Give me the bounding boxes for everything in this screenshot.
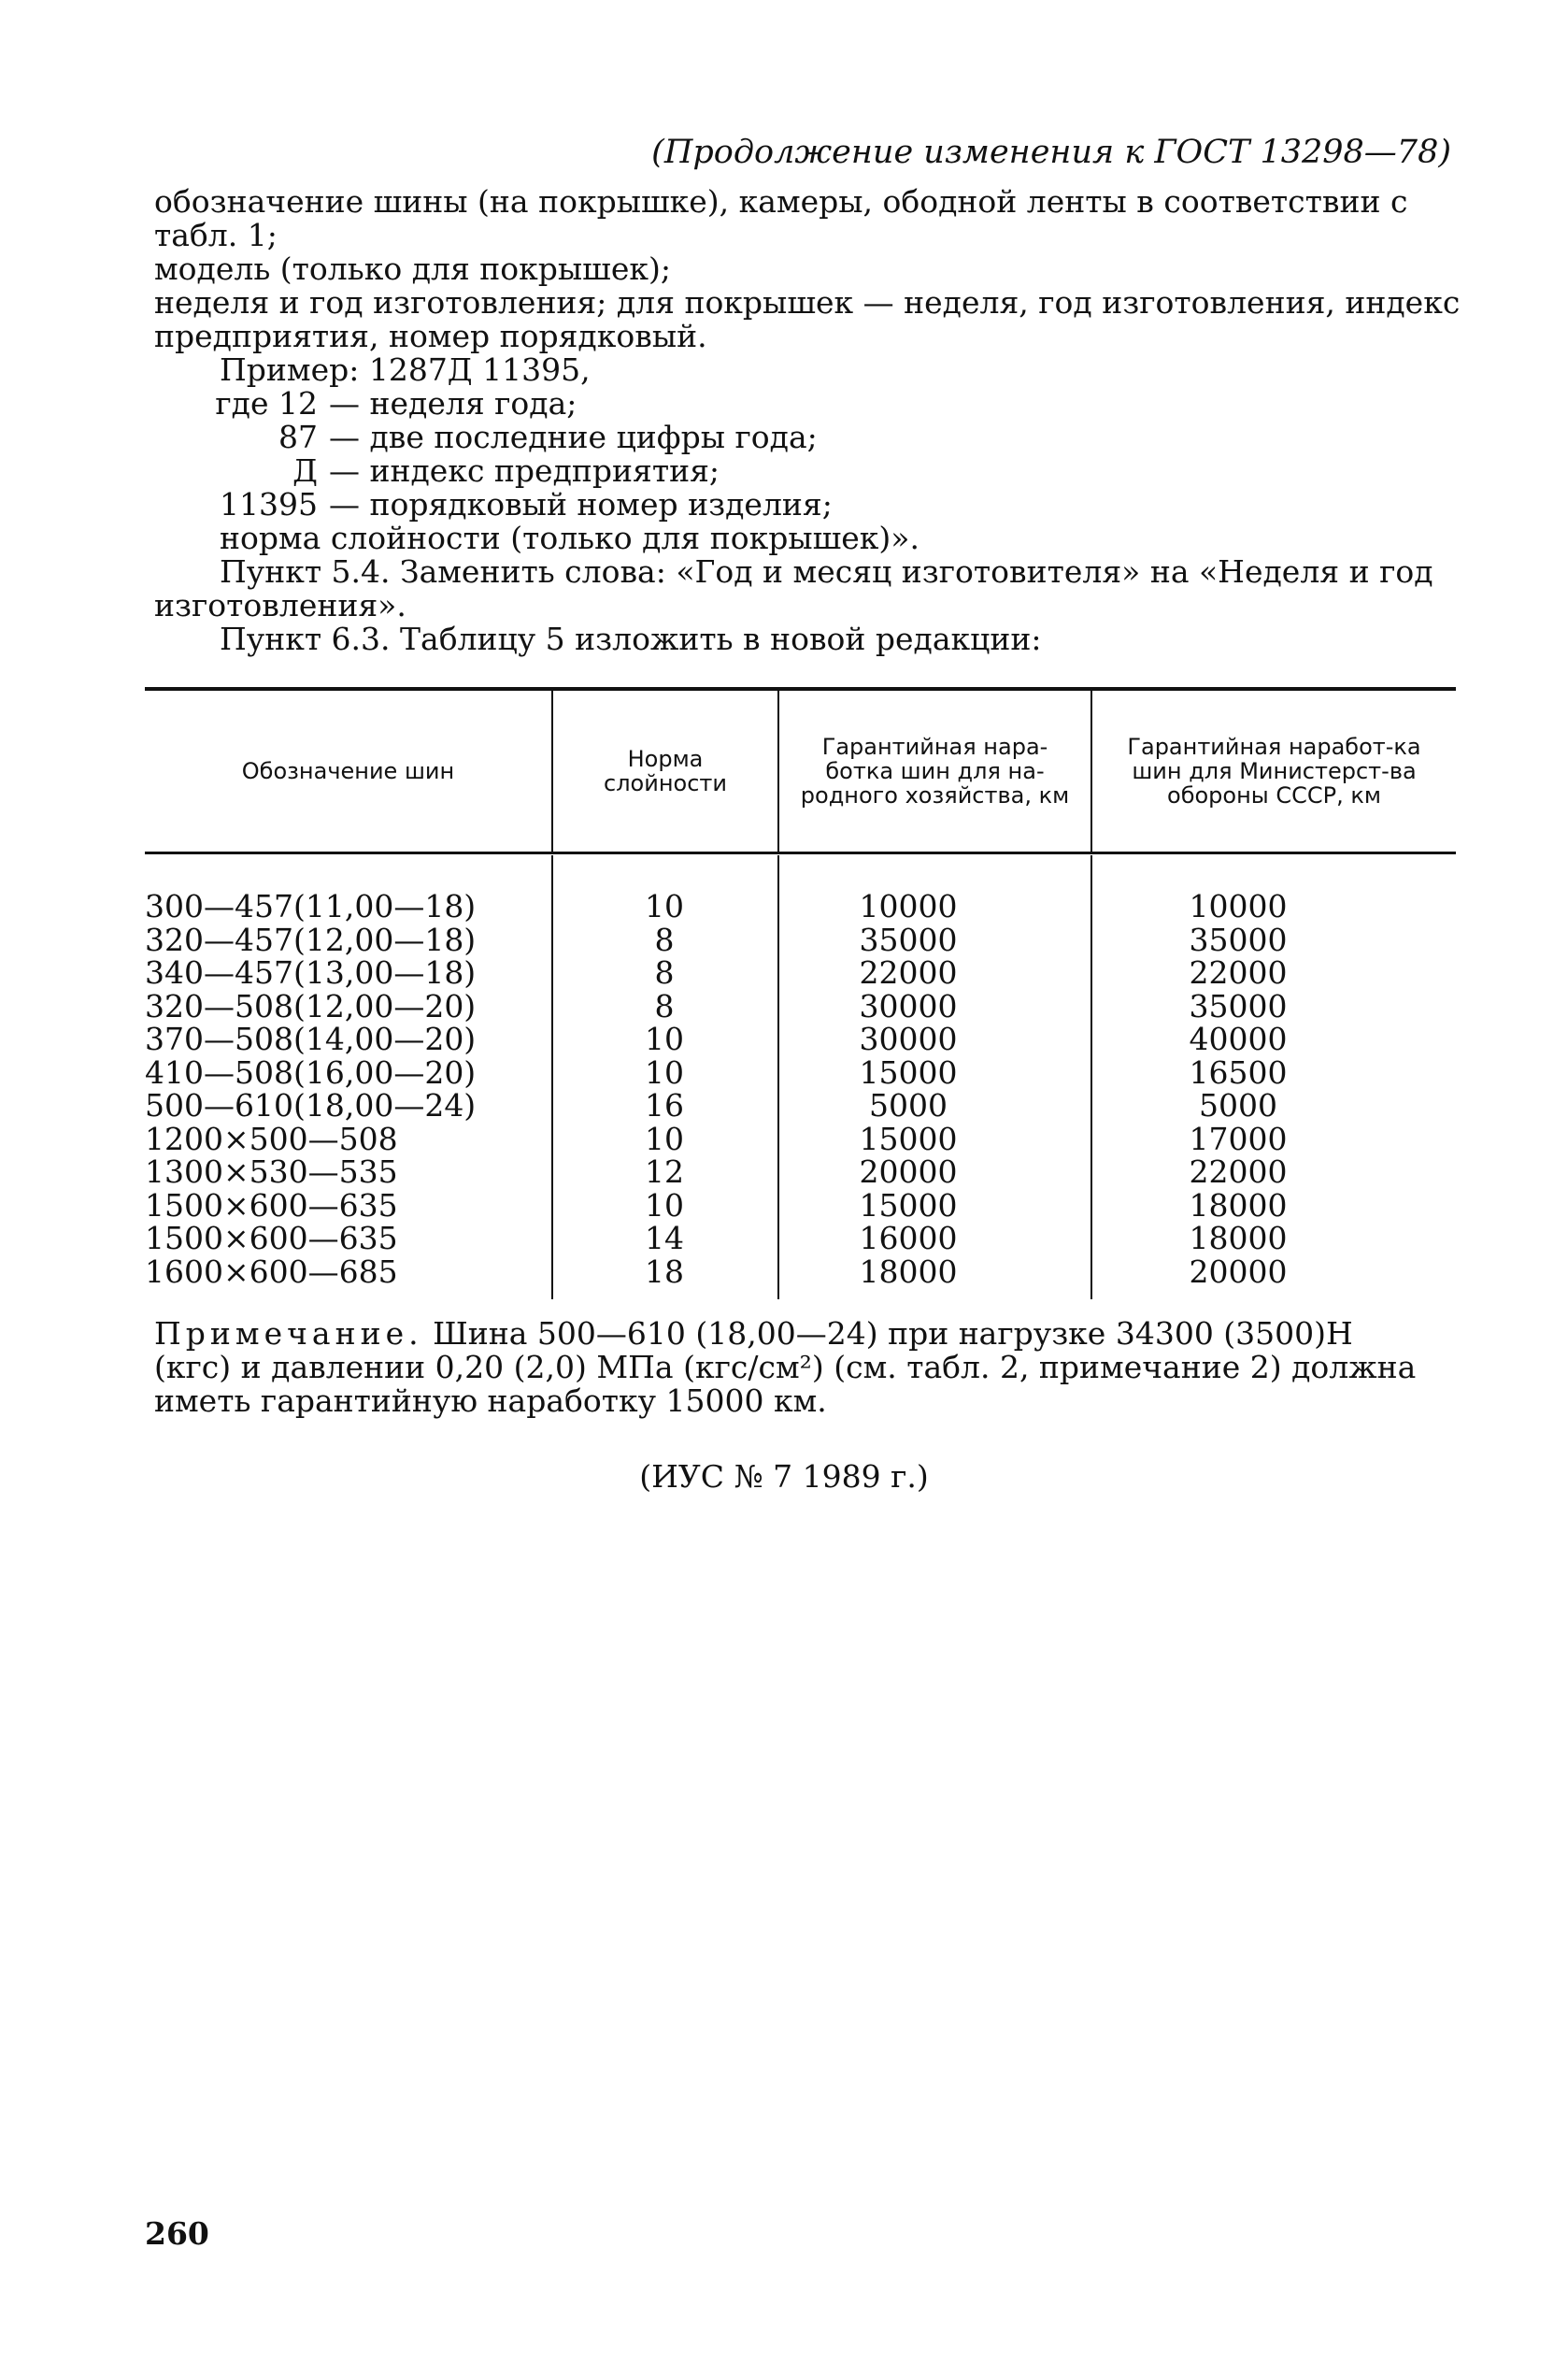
tire-designation-cell: 410—508(16,00—20) bbox=[145, 1053, 477, 1091]
item-6-3-line: Пункт 6.3. Таблицу 5 изложить в новой редакции: bbox=[220, 621, 1042, 657]
column-divider bbox=[777, 855, 779, 1299]
national-mileage-cell: 15000 bbox=[859, 1186, 958, 1224]
column-national-economy-mileage bbox=[777, 890, 1090, 1288]
ply-rating-cell: 10 bbox=[645, 1053, 684, 1091]
page-number: 260 bbox=[145, 2215, 209, 2252]
ply-rating-cell: 14 bbox=[645, 1220, 684, 1256]
column-defense-ministry-mileage bbox=[1090, 890, 1456, 1288]
defense-mileage-cell: 35000 bbox=[1189, 921, 1288, 958]
legend-text: — две последние цифры года; bbox=[329, 419, 818, 455]
tire-designation-cell: 340—457(13,00—18) bbox=[145, 954, 477, 991]
national-mileage-cell: 30000 bbox=[859, 987, 958, 1024]
ply-rating-cell: 16 bbox=[645, 1087, 684, 1124]
ply-rating-cell: 10 bbox=[645, 1021, 684, 1057]
defense-mileage-cell: 18000 bbox=[1189, 1220, 1288, 1256]
tire-designation-cell: 1500×600—635 bbox=[145, 1220, 398, 1256]
tire-designation-cell: 1600×600—685 bbox=[145, 1253, 398, 1290]
defense-mileage-cell: 10000 bbox=[1189, 888, 1288, 924]
example-line: Пример: 1287Д 11395, bbox=[220, 351, 591, 388]
legend-text: — неделя года; bbox=[329, 385, 577, 422]
note-text-1: Шина 500—610 (18,00—24) при нагрузке 34300 (3500)Н bbox=[433, 1315, 1353, 1352]
national-mileage-cell: 5000 bbox=[869, 1087, 948, 1124]
ply-rating-cell: 10 bbox=[645, 1120, 684, 1157]
legend-item bbox=[154, 488, 1453, 522]
legend-text: — индекс предприятия; bbox=[329, 452, 720, 489]
body-text bbox=[154, 183, 1461, 657]
legend-item bbox=[154, 387, 1453, 421]
tire-designation-cell: 1300×530—535 bbox=[145, 1153, 398, 1190]
legend-text: — порядковый номер изделия; bbox=[329, 486, 833, 523]
national-mileage-cell: 15000 bbox=[859, 1120, 958, 1157]
defense-mileage-cell: 22000 bbox=[1189, 954, 1288, 991]
ply-rating-cell: 8 bbox=[654, 921, 675, 958]
note-line-3: иметь гарантийную наработку 15000 км. bbox=[154, 1382, 827, 1419]
defense-mileage-cell: 17000 bbox=[1189, 1120, 1288, 1157]
national-mileage-cell: 30000 bbox=[859, 1021, 958, 1057]
tire-designation-cell: 370—508(14,00—20) bbox=[145, 1021, 477, 1057]
item-5-4-line-1: Пункт 5.4. Заменить слова: «Год и месяц изготовителя» на «Неделя и год bbox=[220, 553, 1433, 590]
tire-designation-cell: 300—457(11,00—18) bbox=[145, 888, 477, 924]
column-divider bbox=[551, 855, 553, 1299]
continuation-header: (Продолжение изменения к ГОСТ 13298—78) bbox=[651, 134, 1451, 171]
header-defense-ministry-mileage: Гарантийная наработ-ка шин для Министерст-ва обороны СССР, км bbox=[1090, 691, 1456, 852]
tire-designation-cell: 1200×500—508 bbox=[145, 1120, 398, 1157]
legend-label: 11395 bbox=[220, 486, 318, 523]
defense-mileage-cell: 35000 bbox=[1189, 987, 1288, 1024]
national-mileage-cell: 18000 bbox=[859, 1253, 958, 1290]
national-mileage-cell: 15000 bbox=[859, 1053, 958, 1091]
tire-designation-cell: 500—610(18,00—24) bbox=[145, 1087, 477, 1124]
norm-line: норма слойности (только для покрышек)». bbox=[220, 520, 919, 556]
ply-rating-cell: 8 bbox=[654, 954, 675, 991]
column-ply-rating bbox=[551, 890, 777, 1288]
ply-rating-cell: 10 bbox=[645, 888, 684, 924]
body-line-4: неделя и год изготовления; для покрышек — неделя, год изготовления, индекс bbox=[154, 284, 1461, 321]
national-mileage-cell: 20000 bbox=[859, 1153, 958, 1190]
legend-label: Д bbox=[292, 452, 318, 489]
note-line-1 bbox=[154, 1316, 1453, 1350]
body-line-1: обозначение шины (на покрышке), камеры, ободной ленты в соответствии с bbox=[154, 183, 1408, 220]
defense-mileage-cell: 18000 bbox=[1189, 1186, 1288, 1224]
national-mileage-cell: 16000 bbox=[859, 1220, 958, 1256]
defense-mileage-cell: 40000 bbox=[1189, 1021, 1288, 1057]
legend-label: 87 bbox=[278, 419, 318, 455]
legend-item bbox=[154, 454, 1453, 488]
ply-rating-cell: 8 bbox=[654, 987, 675, 1024]
column-divider bbox=[1090, 855, 1092, 1299]
ius-reference: (ИУС № 7 1989 г.) bbox=[639, 1458, 929, 1495]
national-mileage-cell: 10000 bbox=[859, 888, 958, 924]
national-mileage-cell: 35000 bbox=[859, 921, 958, 958]
note-label: Примечание. bbox=[154, 1315, 423, 1352]
national-mileage-cell: 22000 bbox=[859, 954, 958, 991]
tire-designation-cell: 1500×600—635 bbox=[145, 1186, 398, 1224]
body-line-5: предприятия, номер порядковый. bbox=[154, 318, 707, 354]
item-5-4-line-2: изготовления». bbox=[154, 587, 406, 623]
header-tire-designation: Обозначение шин bbox=[241, 758, 455, 784]
legend-item bbox=[154, 421, 1453, 454]
column-tire-designation bbox=[145, 890, 551, 1288]
defense-mileage-cell: 22000 bbox=[1189, 1153, 1288, 1190]
body-line-2: табл. 1; bbox=[154, 217, 278, 253]
ply-rating-cell: 18 bbox=[645, 1253, 684, 1290]
defense-mileage-cell: 20000 bbox=[1189, 1253, 1288, 1290]
legend-label: где 12 bbox=[215, 385, 318, 422]
table-body bbox=[145, 854, 1456, 1288]
body-line-3: модель (только для покрышек); bbox=[154, 251, 672, 287]
defense-mileage-cell: 16500 bbox=[1189, 1053, 1288, 1091]
header-ply-rating: Норма слойности bbox=[551, 691, 777, 852]
tire-designation-cell: 320—457(12,00—18) bbox=[145, 921, 477, 958]
ply-rating-cell: 12 bbox=[645, 1153, 684, 1190]
note-line-2: (кгс) и давлении 0,20 (2,0) МПа (кгс/см²) (см. табл. 2, примечание 2) должна bbox=[154, 1349, 1417, 1385]
tire-table bbox=[145, 687, 1456, 1288]
ply-rating-cell: 10 bbox=[645, 1186, 684, 1224]
table-header bbox=[145, 691, 1456, 852]
header-national-economy-mileage: Гарантийная нара-ботка шин для на-родного хозяйства, км bbox=[777, 691, 1090, 852]
defense-mileage-cell: 5000 bbox=[1199, 1087, 1277, 1124]
tire-designation-cell: 320—508(12,00—20) bbox=[145, 987, 477, 1024]
note-block bbox=[154, 1316, 1453, 1417]
